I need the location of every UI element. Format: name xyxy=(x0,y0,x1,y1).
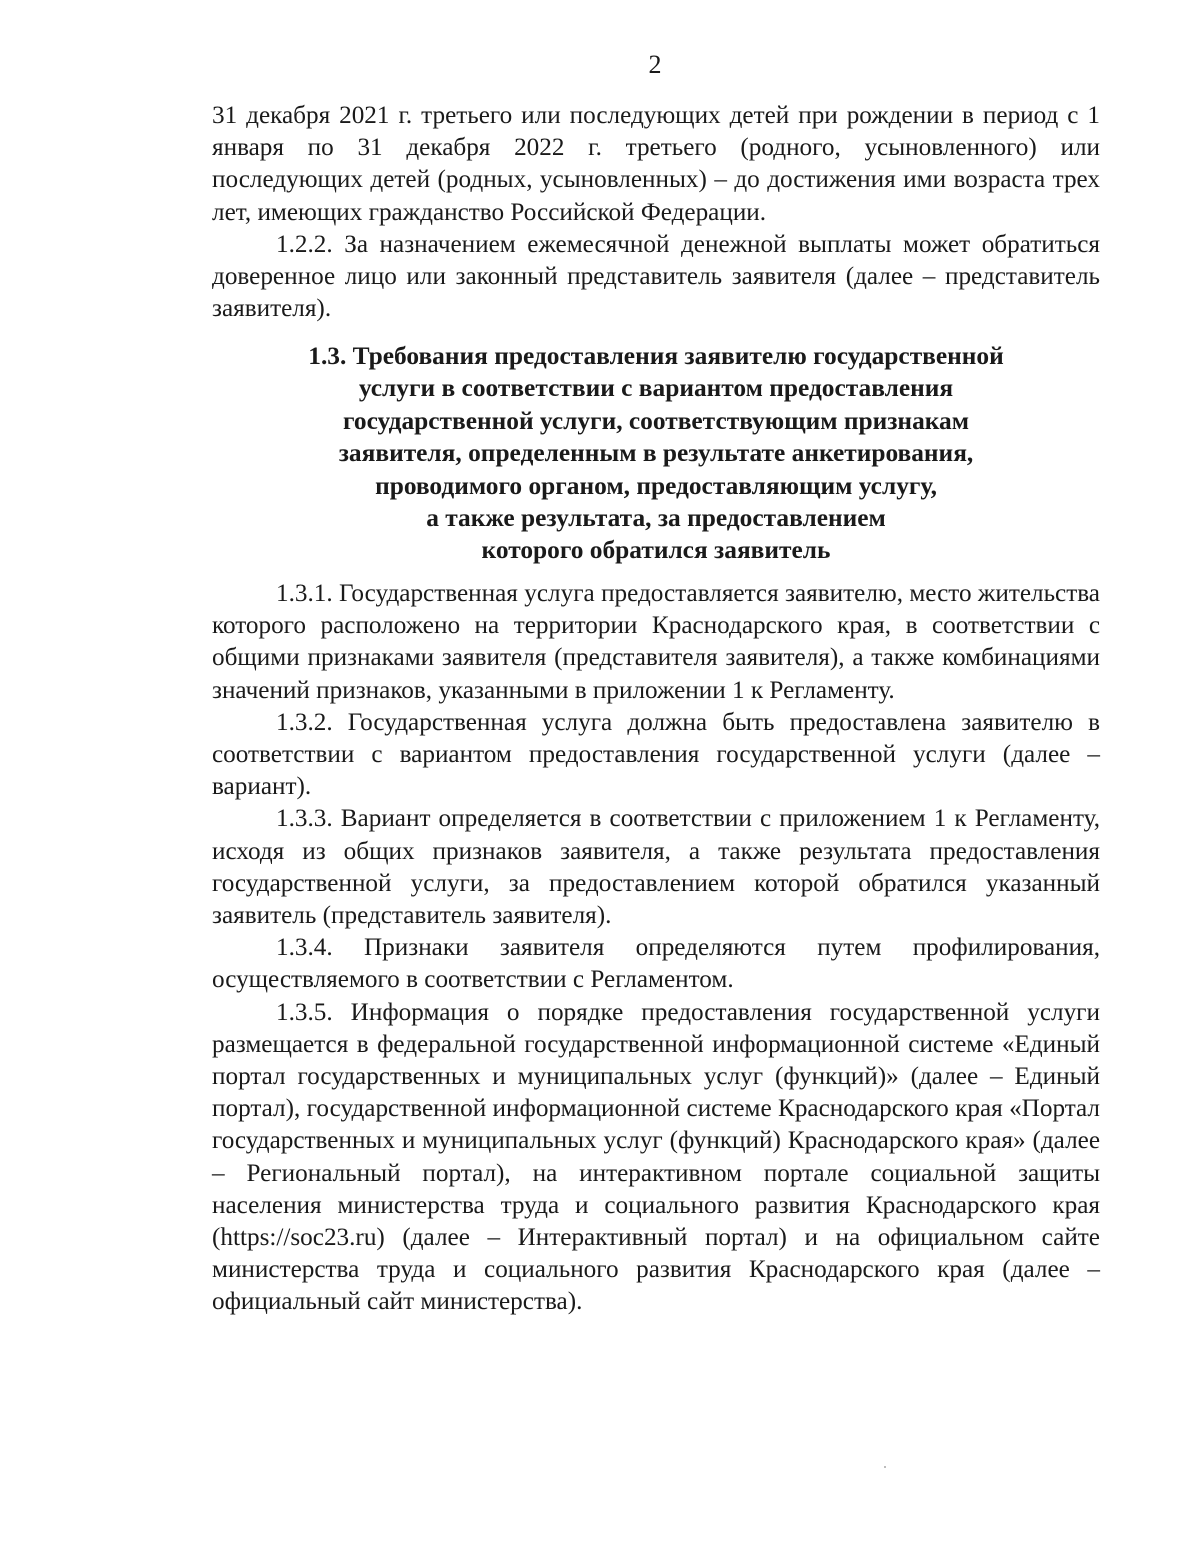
clause-1-3-4: 1.3.4. Признаки заявителя определяются путем профилирования, осуществляемого в соответствии с Регламентом. xyxy=(212,934,1100,994)
heading-line: проводимого органом, предоставляющим услугу, xyxy=(375,471,937,500)
section-1-3-body xyxy=(212,578,1100,1319)
heading-line: а также результата, за предоставлением xyxy=(426,504,886,533)
clause-1-2-2: 1.2.2. За назначением ежемесячной денежной выплаты может обратиться доверенное лицо или законный представитель заявителя (далее – представитель заявителя). xyxy=(212,230,1100,323)
clause-1-3-3: 1.3.3. Вариант определяется в соответствии с приложением 1 к Регламенту, исходя из общих признаков заявителя, а также результата предоставления государственной услуги, за предоставлением которой обратился указанный заявитель (представитель заявителя). xyxy=(212,805,1100,930)
continuation-paragraph: 31 декабря 2021 г. третьего или последующих детей при рождении в период с 1 января по 31 декабря 2022 г. третьего (родного, усыновленного) или последующих детей (родных, усыновленных) – до достижения ими возраста трех лет, имеющих гражданство Российской Федерации. xyxy=(212,102,1100,226)
heading-line: 1.3. Требования предоставления заявителю государственной xyxy=(308,342,1004,370)
scan-artifact xyxy=(884,1466,886,1468)
body-text-top xyxy=(212,100,1100,325)
section-heading-1-3 xyxy=(212,340,1100,567)
page-number: 2 xyxy=(648,50,662,79)
clause-1-3-5: 1.3.5. Информация о порядке предоставления государственной услуги размещается в федеральной государственной информационной системе «Единый портал государственных и муниципальных услуг (функций)» (далее – Единый портал), государственной информационной системе Краснодарского края «Портал государственных и муниципальных услуг (функций) Краснодарского края» (далее – Региональный портал), на интерактивном портале социальной защиты населения министерства труда и социального развития Краснодарского края (https://soc23.ru) (далее – Интерактивный портал) и на официальном сайте министерства труда и социального развития Краснодарского края (далее – официальный сайт министерства). xyxy=(212,998,1100,1316)
clause-1-3-1: 1.3.1. Государственная услуга предоставляется заявителю, место жительства которого расположено на территории Краснодарского края, в соответствии с общими признаками заявителя (представителя заявителя), а также комбинациями значений признаков, указанными в приложении 1 к Регламенту. xyxy=(212,580,1100,704)
heading-line: государственной услуги, соответствующим признакам xyxy=(342,406,969,435)
clause-1-3-2: 1.3.2. Государственная услуга должна быть предоставлена заявителю в соответствии с вариантом предоставления государственной услуги (далее – вариант). xyxy=(212,708,1100,801)
heading-line: услуги в соответствии с вариантом предоставления xyxy=(358,374,954,403)
heading-line: которого обратился заявитель xyxy=(481,536,831,565)
heading-line: заявителя, определенным в результате анкетирования, xyxy=(338,439,974,468)
